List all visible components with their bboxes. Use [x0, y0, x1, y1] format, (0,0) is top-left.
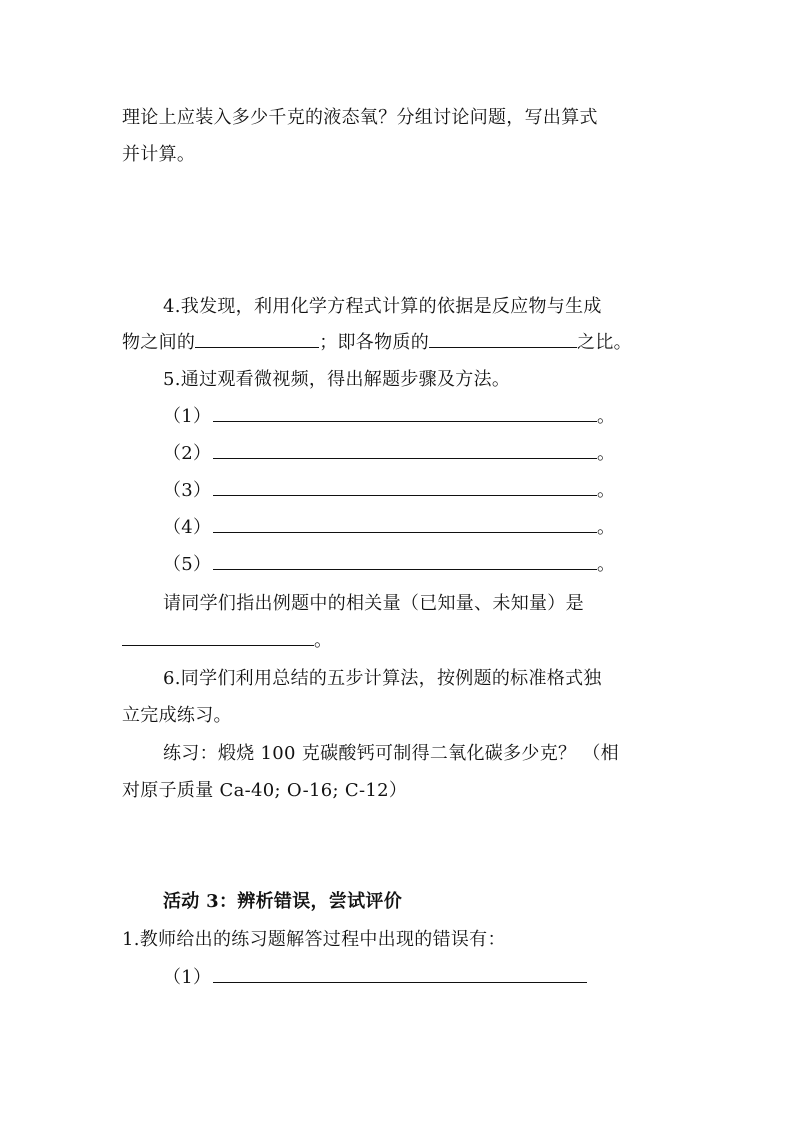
fill-blank [213, 479, 597, 496]
step-label: （3） [163, 480, 212, 501]
fill-blank [213, 516, 597, 533]
related-quantities-line2 [122, 629, 332, 653]
step-label: （5） [163, 554, 212, 575]
step-end: 。 [597, 554, 616, 575]
text-fragment: 物之间的 [122, 332, 196, 353]
question-4-line1: 4.我发现，利用化学方程式计算的依据是反应物与生成 [163, 296, 602, 317]
step-line-4 [163, 516, 615, 540]
fill-blank [213, 966, 587, 983]
text-fragment: ；即各物质的 [319, 332, 430, 353]
text-fragment: 之比。 [577, 332, 632, 353]
related-quantities-line1: 请同学们指出例题中的相关量（已知量、未知量）是 [163, 593, 584, 614]
step-end: 。 [597, 480, 616, 501]
fill-blank [213, 553, 597, 570]
step-label: （2） [163, 443, 212, 464]
step-line-5 [163, 553, 615, 577]
question-4-line2 [122, 331, 632, 355]
question-6-line2: 立完成练习。 [122, 705, 232, 726]
exercise-line2: 对原子质量 Ca-40; O-16; C-12） [122, 780, 408, 801]
step-line-2 [163, 442, 615, 466]
step-label: （4） [163, 517, 212, 538]
question-5-intro: 5.通过观看微视频，得出解题步骤及方法。 [163, 369, 511, 390]
step-end: 。 [597, 517, 616, 538]
line-end: 。 [314, 630, 333, 651]
fill-blank [213, 442, 597, 459]
fill-blank [122, 629, 314, 646]
step-end: 。 [597, 406, 616, 427]
step-label: （1） [163, 406, 212, 427]
activity-3-heading: 活动 3：辨析错误，尝试评价 [163, 891, 402, 912]
activity-3-question-1: 1.教师给出的练习题解答过程中出现的错误有： [122, 929, 506, 950]
fill-blank [213, 405, 597, 422]
fill-blank [195, 331, 319, 348]
fill-blank [429, 331, 577, 348]
step-line-3 [163, 479, 615, 503]
exercise-line1: 练习：煅烧 100 克碳酸钙可制得二氧化碳多少克？ （相 [163, 743, 619, 764]
paragraph-line: 并计算。 [122, 144, 196, 165]
step-label: （1） [163, 967, 212, 988]
paragraph-line: 理论上应装入多少千克的液态氧？分组讨论问题，写出算式 [122, 107, 598, 128]
activity-3-step-1 [163, 966, 587, 990]
question-6-line1: 6.同学们利用总结的五步计算法，按例题的标准格式独 [163, 668, 602, 689]
step-end: 。 [597, 443, 616, 464]
step-line-1 [163, 405, 615, 429]
